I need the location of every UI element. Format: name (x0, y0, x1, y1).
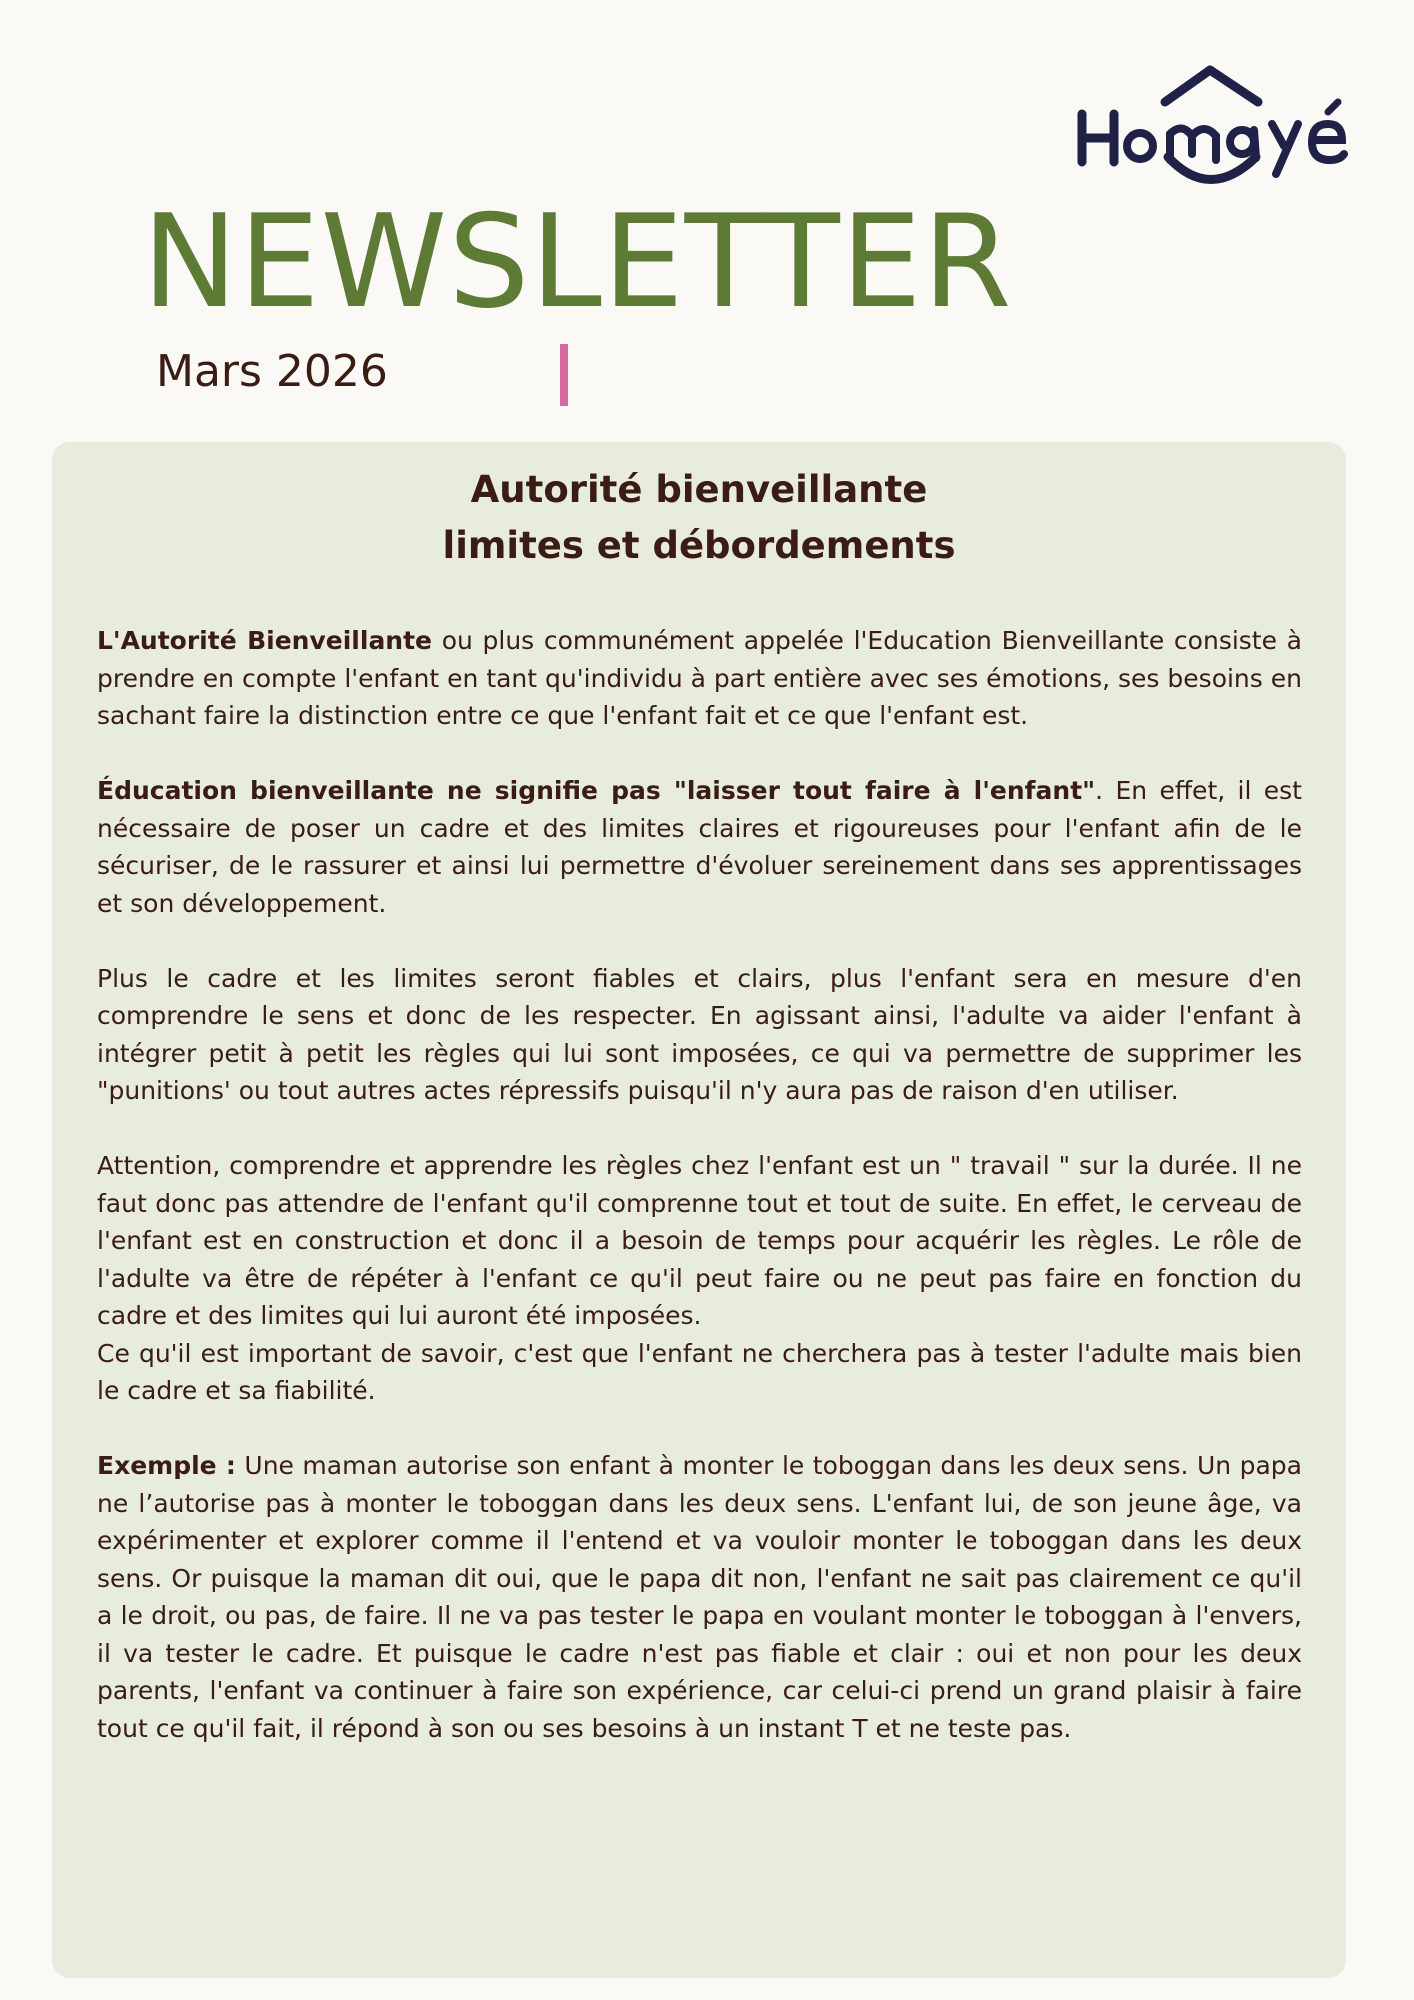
paragraph-attention: Attention, comprendre et apprendre les règles chez l'enfant est un " travail " sur la durée. Il ne faut donc pas attendre de l'enfant qu'il comprenne tout et tout de suite. En effet, le cerveau de l'enfant est en construction et donc il a besoin de temps pour acquérir les règles. Le rôle de l'adulte va être de répéter à l'enfant ce qu'il peut faire ou ne peut pas faire en fonction du cadre et des limites qui lui auront été imposées. (97, 1151, 1302, 1330)
paragraph-important: Ce qu'il est important de savoir, c'est que l'enfant ne cherchera pas à tester l'adulte mais bien le cadre et sa fiabilité. (97, 1338, 1302, 1405)
paragraph-lead: L'Autorité Bienveillante (97, 626, 433, 655)
paragraph-lead: Éducation bienveillante ne signifie pas "laisser tout faire à l'enfant" (97, 776, 1096, 805)
paragraph-limits: Plus le cadre et les limites seront fiables et clairs, plus l'enfant sera en mesure d'en comprendre le sens et donc de les respecter. En agissant ainsi, l'adulte va aider l'enfant à intégrer petit à petit les règles qui lui sont imposées, ce qui va permettre de supprimer les "punitions' ou tout autres actes répressifs puisqu'il n'y aura pas de raison d'en utiliser. (97, 963, 1302, 1105)
paragraph-definition: L'Autorité Bienveillante ou plus communément appelée l'Education Bienveillante consiste à prendre en compte l'enfant en tant qu'individu à part entière avec ses émotions, ses besoins en sachant faire la distinction entre ce que l'enfant fait et ce que l'enfant est. (97, 626, 1302, 730)
paragraph-example: Exemple : Une maman autorise son enfant à monter le toboggan dans les deux sens. Un papa ne l’autorise pas à monter le toboggan dans les deux sens. L'enfant lui, de son jeune âge, va expérimenter et explorer comme il l'entend et va vouloir monter le toboggan dans les deux sens. Or puisque la maman dit oui, que le papa dit non, l'enfant ne sait pas clairement ce qu'il a le droit, ou pas, de faire. Il ne va pas tester le papa en voulant monter le toboggan à l'envers, il va tester le cadre. Et puisque le cadre n'est pas fiable et clair : oui et non pour les deux parents, l'enfant va continuer à faire son expérience, car celui-ci prend un grand plaisir à faire tout ce qu'il fait, il répond à son ou ses besoins à un instant T et ne teste pas. (97, 1451, 1302, 1743)
accent-divider (560, 344, 568, 406)
homaye-logo (1070, 62, 1360, 202)
paragraph-framework: Éducation bienveillante ne signifie pas "laisser tout faire à l'enfant". En effet, il est nécessaire de poser un cadre et des limites claires et rigoureuses pour l'enfant afin de le sécuriser, de le rassurer et ainsi lui permettre d'évoluer sereinement dans ses apprentissages et son développement. (97, 776, 1302, 918)
newsletter-title: NEWSLETTER (142, 188, 1013, 337)
article-title-line-1: Autorité bienveillante (470, 468, 928, 511)
issue-date: Mars 2026 (156, 346, 388, 397)
article-panel (52, 442, 1346, 1978)
article-title (52, 462, 1346, 574)
article-body (97, 622, 1302, 1785)
paragraph-lead: Exemple : (97, 1451, 236, 1480)
article-title-line-2: limites et débordements (442, 524, 956, 567)
